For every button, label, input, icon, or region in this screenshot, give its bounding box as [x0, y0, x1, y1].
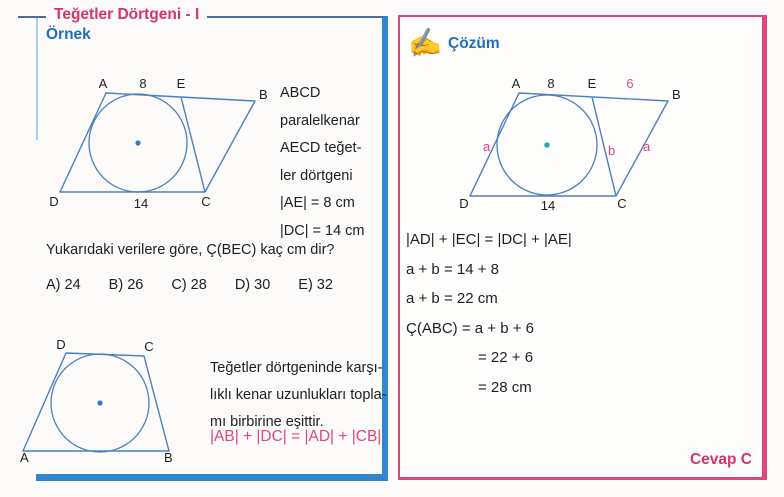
panel-left-border	[36, 18, 38, 140]
solution-step: a + b = 22 cm	[406, 290, 498, 307]
rule-line: lıklı kenar uzunlukları topla-	[210, 387, 387, 403]
trapezoid-figure	[16, 338, 186, 468]
vertex-label-a: A	[511, 76, 521, 91]
solution-step: = 28 cm	[478, 378, 532, 396]
incircle-center-dot	[97, 400, 102, 405]
answer-label: Cevap C	[689, 451, 752, 468]
length-label-14: 14	[540, 198, 556, 213]
given-line: paralelkenar	[280, 112, 360, 129]
length-label-14: 14	[133, 196, 149, 211]
option-a: A) 24	[46, 277, 81, 293]
solution-step: = 22 + 6	[478, 349, 534, 366]
side-label-a-right: a	[643, 139, 651, 154]
option-e: E) 32	[298, 277, 333, 293]
example-label: Örnek	[46, 26, 91, 43]
given-statements	[280, 80, 365, 245]
length-label-8: 8	[547, 76, 555, 91]
vertex-label-e: E	[587, 76, 597, 91]
rule-line: mı birbirine eşittir.	[210, 414, 324, 430]
example-panel	[20, 6, 388, 481]
rule-statement	[210, 355, 387, 436]
length-label-8: 8	[139, 76, 147, 91]
option-c: C) 28	[171, 277, 207, 293]
solution-parallelogram-figure	[455, 75, 685, 215]
solution-panel	[398, 15, 767, 480]
given-line: AECD teğet-	[280, 140, 362, 156]
option-d: D) 30	[234, 277, 271, 293]
section-title: Teğetler Dörtgeni - I	[46, 6, 207, 24]
incircle-center-dot	[544, 142, 550, 148]
given-line: ler dörtgeni	[280, 167, 353, 184]
solution-step: Ç(ABC) = a + b + 6	[406, 319, 534, 337]
vertex-label-b: B	[672, 87, 681, 102]
vertex-label-d: D	[56, 338, 66, 352]
vertex-label-a: A	[20, 450, 29, 465]
vertex-label-c: C	[144, 339, 154, 354]
side-label-a-left: a	[483, 139, 491, 154]
vertex-label-b: B	[259, 87, 268, 102]
question-text: Yukarıdaki verilere göre, Ç(BEC) kaç cm dir?	[46, 242, 335, 258]
segment-label-b: b	[608, 143, 616, 158]
vertex-label-d: D	[459, 196, 469, 211]
solution-header: Çözüm	[448, 35, 500, 52]
vertex-label-e: E	[176, 76, 186, 91]
solution-steps	[406, 225, 572, 402]
given-line: |AE| = 8 cm	[280, 195, 355, 211]
vertex-label-b: B	[164, 450, 173, 465]
rule-formula: |AB| + |DC| = |AD| + |CB|	[210, 428, 382, 445]
given-line: ABCD	[280, 85, 321, 101]
writing-hand-icon: ✍	[406, 25, 444, 61]
given-line: |DC| = 14 cm	[280, 222, 365, 239]
vertex-label-c: C	[201, 194, 211, 209]
vertex-label-d: D	[49, 194, 59, 209]
parallelogram-figure	[43, 75, 288, 215]
vertex-label-a: A	[98, 76, 108, 91]
length-label-6: 6	[626, 76, 634, 91]
answer-options	[46, 277, 333, 293]
solution-step: |AD| + |EC| = |DC| + |AE|	[406, 231, 572, 248]
incircle-center-dot	[135, 140, 140, 145]
solution-step: a + b = 14 + 8	[406, 260, 499, 278]
vertex-label-c: C	[617, 196, 627, 211]
rule-line: Teğetler dörtgeninde karşı-	[210, 360, 383, 376]
option-b: B) 26	[108, 277, 144, 293]
title-rule-extension	[18, 16, 36, 18]
